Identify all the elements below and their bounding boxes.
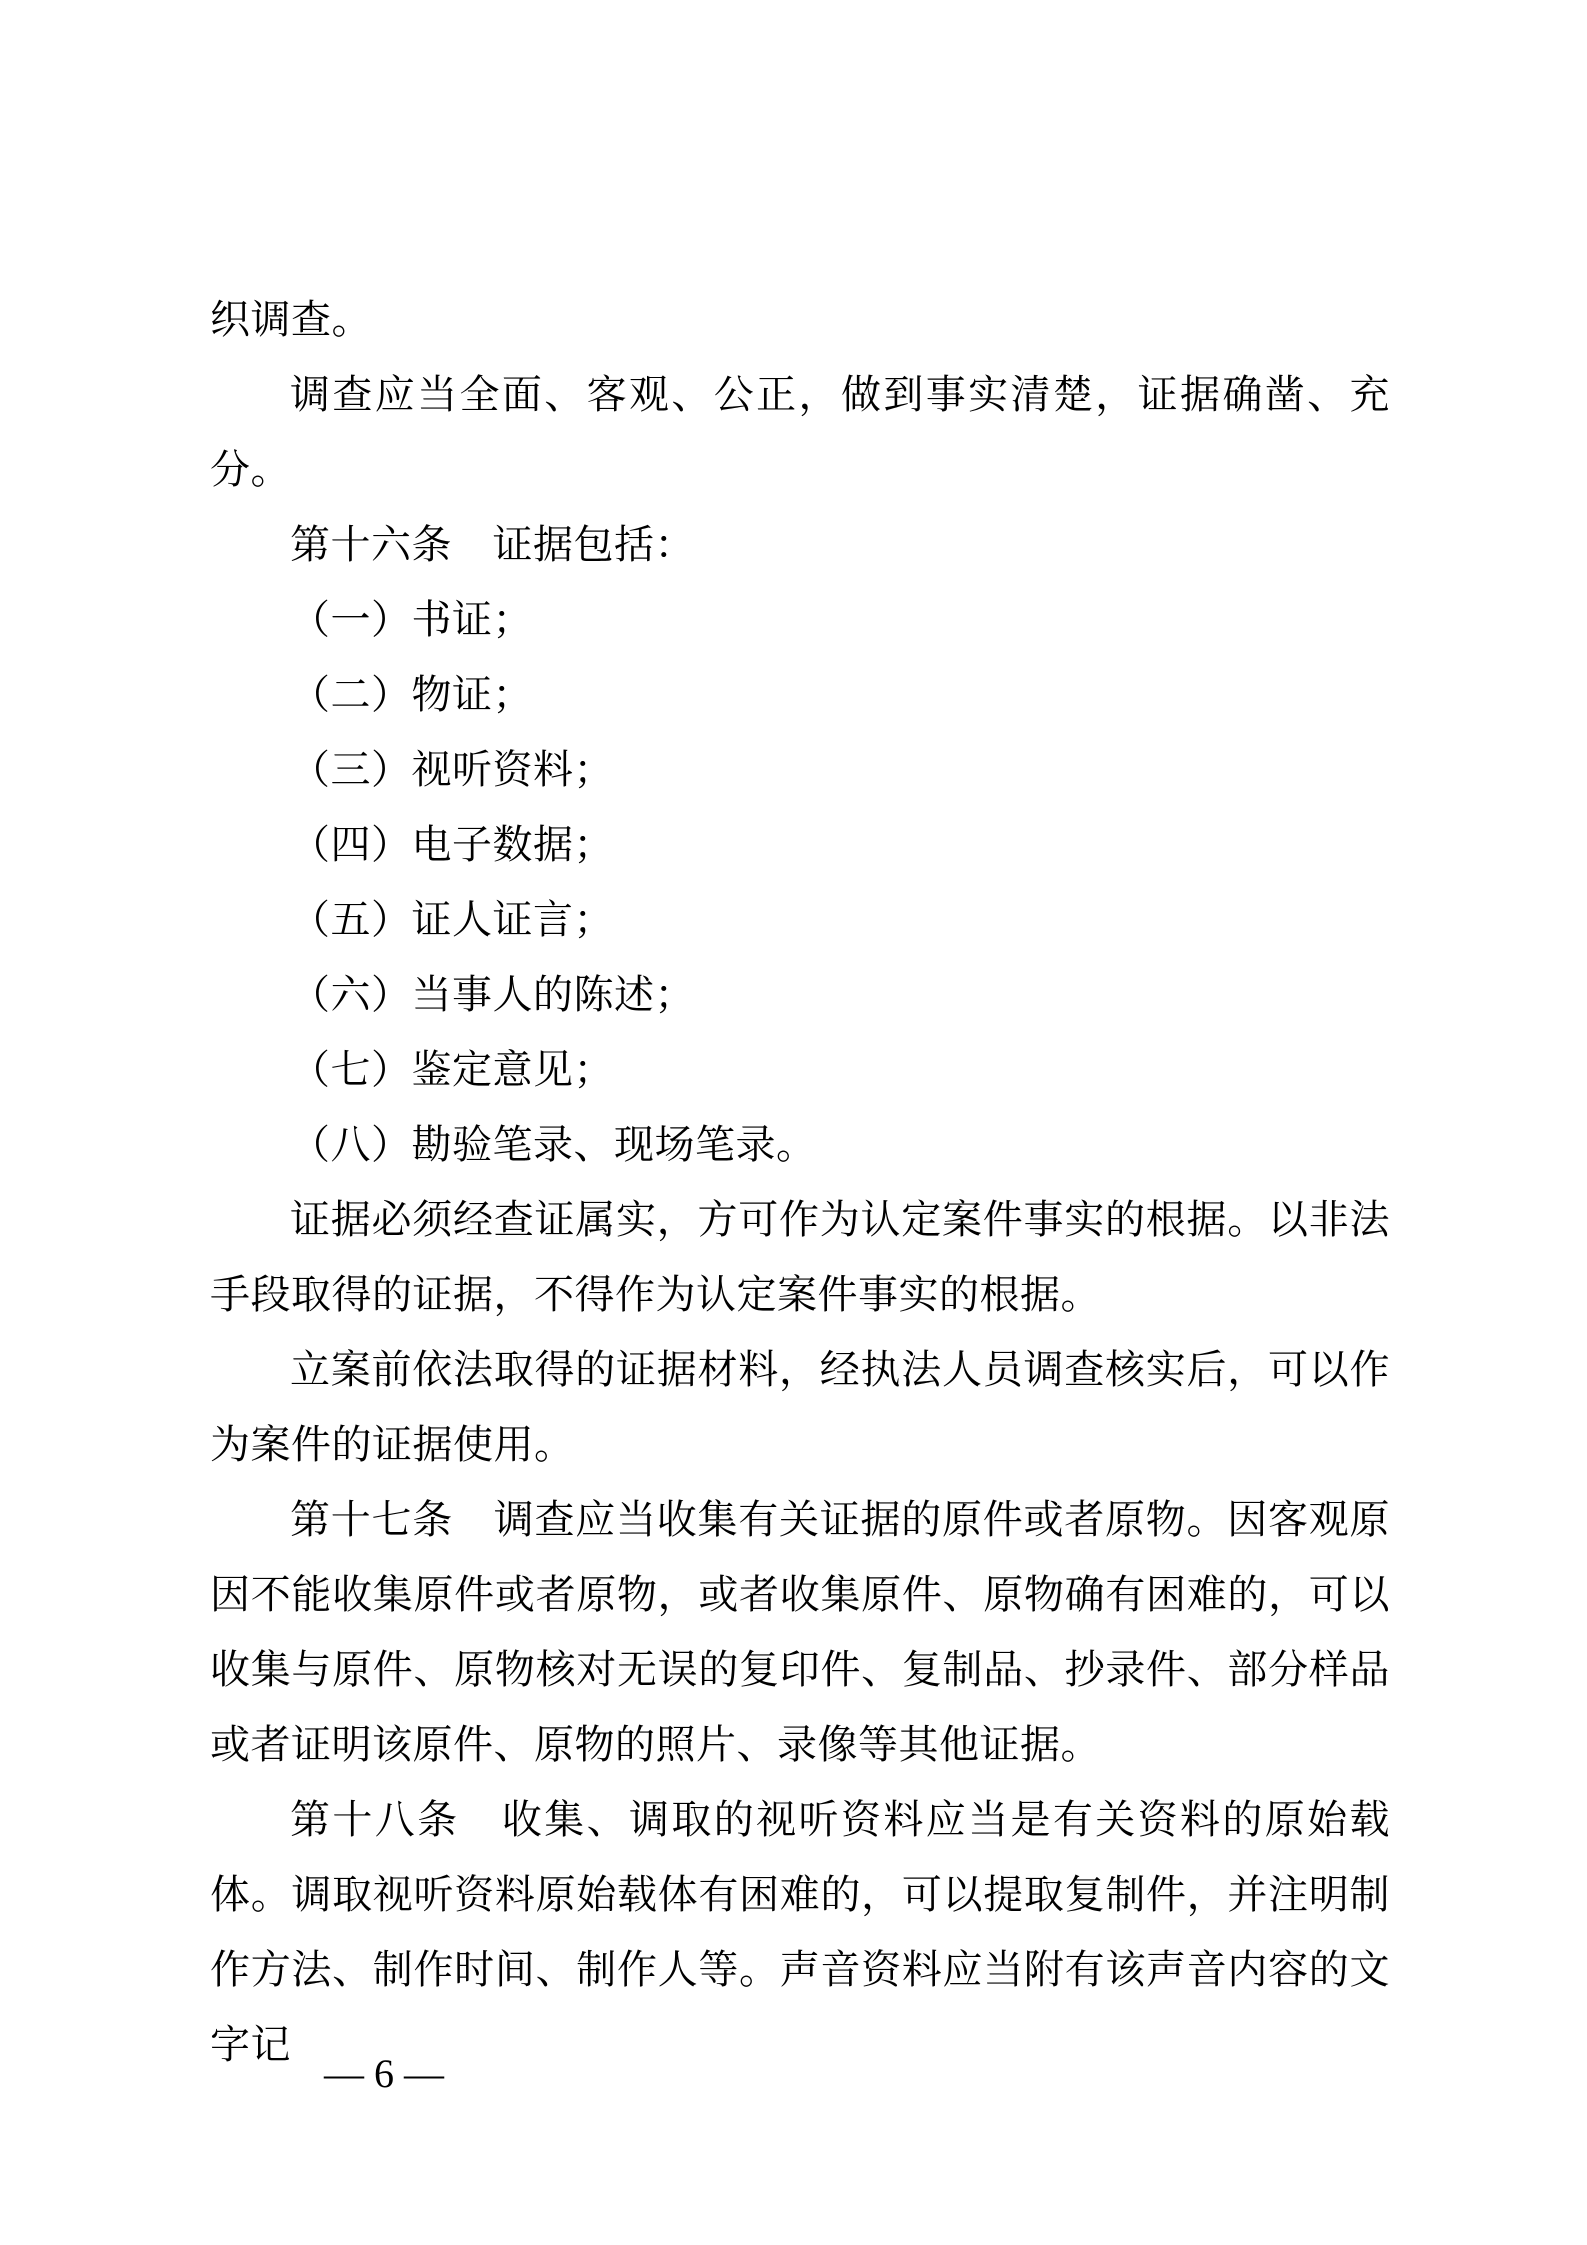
paragraph-continuation: 织调查。 (210, 298, 372, 342)
paragraph: 证据必须经查证属实，方可作为认定案件事实的根据。以非法手段取得的证据，不得作为认定案件事实的根据。 (210, 1198, 1390, 1317)
list-item: （五）证人证言； (290, 898, 614, 942)
article-paragraph: 第十八条 收集、调取的视听资料应当是有关资料的原始载体。调取视听资料原始载体有困难的，可以提取复制件，并注明制作方法、制作时间、制作人等。声音资料应当附有该声音内容的文字记 (210, 1798, 1390, 2067)
paragraph: 立案前依法取得的证据材料，经执法人员调查核实后，可以作为案件的证据使用。 (210, 1348, 1390, 1467)
article-paragraph: 第十七条 调查应当收集有关证据的原件或者原物。因客观原因不能收集原件或者原物，或者收集原件、原物确有困难的，可以收集与原件、原物核对无误的复印件、复制品、抄录件、部分样品或者证明该原件、原物的照片、录像等其他证据。 (210, 1498, 1390, 1767)
page-number: — 6 — (324, 2051, 444, 2096)
page-footer (284, 2008, 444, 2140)
list-item: （四）电子数据； (290, 823, 614, 867)
document-body (210, 283, 1390, 2083)
paragraph: 调查应当全面、客观、公正，做到事实清楚，证据确凿、充分。 (210, 373, 1390, 492)
article-paragraph: 第十六条 证据包括： (290, 523, 695, 567)
list-item: （七）鉴定意见； (290, 1048, 614, 1092)
list-item: （八）勘验笔录、现场笔录。 (290, 1123, 817, 1167)
list-item: （三）视听资料； (290, 748, 614, 792)
list-item: （一）书证； (290, 598, 533, 642)
list-item: （二）物证； (290, 673, 533, 717)
list-item: （六）当事人的陈述； (290, 973, 695, 1017)
